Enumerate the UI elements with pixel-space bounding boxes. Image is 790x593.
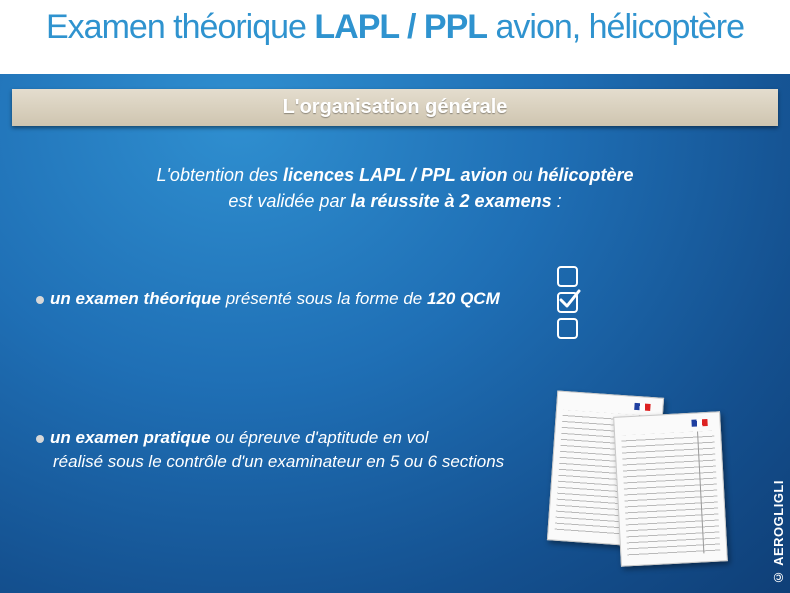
intro-p7: : xyxy=(551,191,562,211)
exam-form-document-image xyxy=(613,411,728,566)
title-suffix: avion, hélicoptère xyxy=(487,8,744,46)
intro-text xyxy=(0,162,790,214)
section-heading: L'organisation générale xyxy=(282,96,508,118)
section-header-bar xyxy=(12,89,778,126)
checkbox-checked-icon xyxy=(557,292,578,313)
intro-p3: ou xyxy=(507,165,538,185)
checkbox-illustration xyxy=(557,266,581,344)
page-title xyxy=(0,8,790,47)
intro-p6: la réussite à 2 examens xyxy=(350,191,552,211)
copyright-text: © AEROGLIGLI xyxy=(771,479,786,585)
bullet-dot-icon xyxy=(36,435,44,443)
bullet-2-line2: réalisé sous le contrôle d'un examinateur en 5 ou 6 sections xyxy=(53,452,505,471)
bullet-2-bold: un examen pratique xyxy=(50,428,211,447)
bullet-dot-icon xyxy=(36,296,44,304)
bullet-1-bold: un examen théorique xyxy=(50,289,221,308)
checkbox-empty-icon xyxy=(557,318,578,339)
flag-icon xyxy=(634,403,650,411)
intro-p5: est validée par xyxy=(228,191,351,211)
checkbox-empty-icon xyxy=(557,266,578,287)
bullet-2-rest: ou épreuve d'aptitude en vol xyxy=(210,428,429,447)
intro-p2: licences LAPL / PPL avion xyxy=(283,165,508,185)
bullet-theory-exam xyxy=(36,287,500,311)
title-prefix: Examen théorique xyxy=(46,8,315,46)
form-rows xyxy=(621,431,720,558)
title-bold: LAPL / PPL xyxy=(314,8,488,46)
bullet-1-bold2: 120 QCM xyxy=(427,289,500,308)
intro-p4: hélicoptère xyxy=(537,165,634,185)
bullet-1-rest: présenté sous la forme de xyxy=(220,289,427,308)
intro-p1: L'obtention des xyxy=(156,165,284,185)
bullet-practical-exam xyxy=(36,426,504,474)
flag-icon xyxy=(691,419,707,427)
